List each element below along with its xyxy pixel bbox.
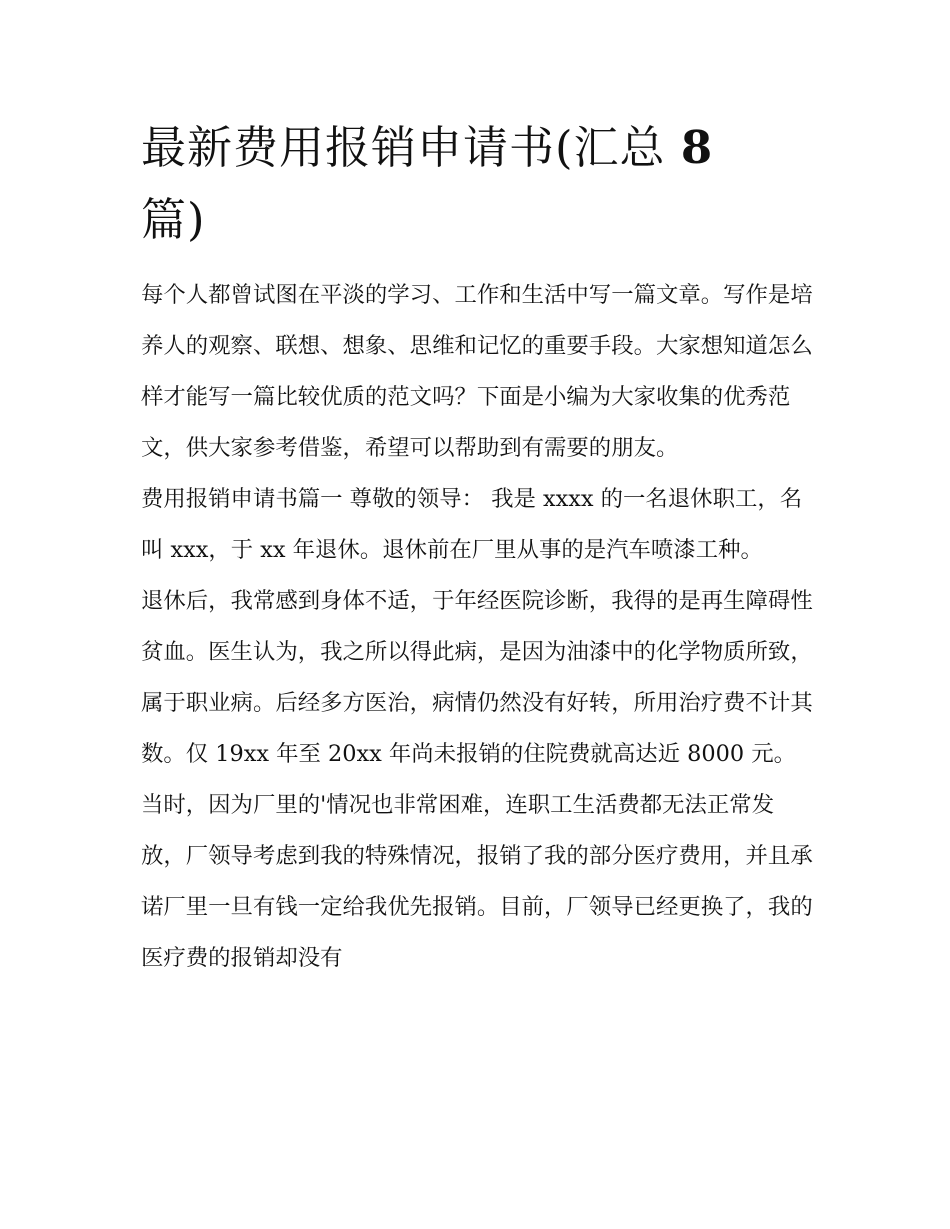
title-line-2: 篇): [141, 193, 206, 246]
document-title: [141, 112, 813, 256]
letter-opening-paragraph: 费用报销申请书篇一 尊敬的领导： 我是 xxxx 的一名退休职工，名叫 xxx，于 xx 年退休。退休前在厂里从事的是汽车喷漆工种。: [141, 486, 803, 563]
title-number: 8: [680, 121, 714, 174]
document-body: [141, 270, 813, 984]
intro-paragraph: 每个人都曾试图在平淡的学习、工作和生活中写一篇文章。写作是培养人的观察、联想、想象、思维和记忆的重要手段。大家想知道怎么样才能写一篇比较优质的范文吗？下面是小编为大家收集的优秀范文，供大家参考借鉴，希望可以帮助到有需要的朋友。: [141, 282, 813, 461]
document-content: [141, 112, 813, 984]
letter-body-paragraph: 退休后，我常感到身体不适，于年经医院诊断，我得的是再生障碍性贫血。医生认为，我之所以得此病，是因为油漆中的化学物质所致，属于职业病。后经多方医治，病情仍然没有好转，所用治疗费不计其数。仅 19xx 年至 20xx 年尚未报销的住院费就高达近 8000 元。当时，因为厂里的'情况也非常困难，连职工生活费都无法正常发放，厂领导考虑到我的特殊情况，报销了我的部分医疗费用，并且承诺厂里一旦有钱一定给我优先报销。目前，厂领导已经更换了，我的医疗费的报销却没有: [141, 588, 813, 971]
title-line-1: 最新费用报销申请书(汇总 8: [141, 121, 714, 174]
